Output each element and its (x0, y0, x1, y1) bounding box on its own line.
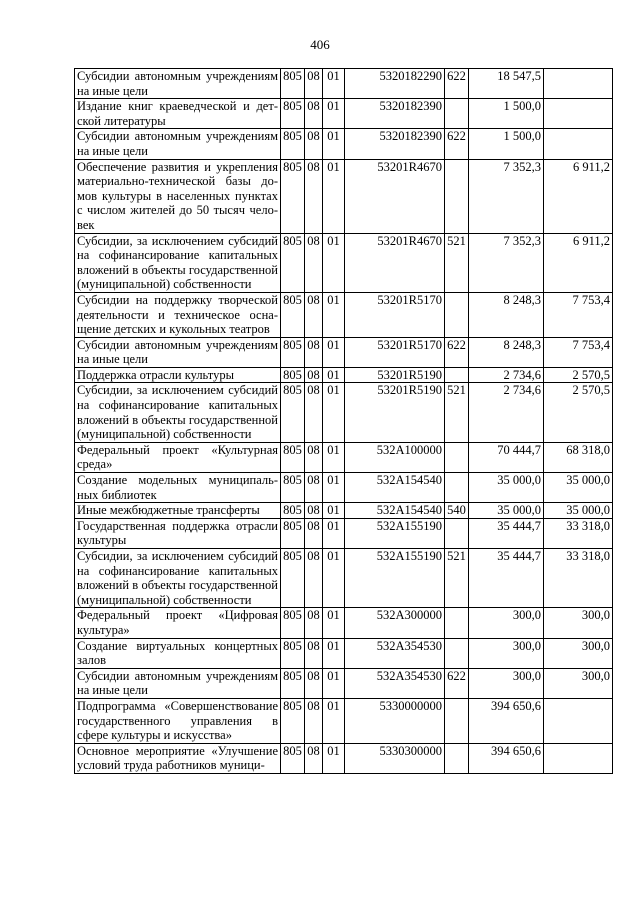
row-amount-1: 2 734,6 (469, 383, 544, 442)
row-target-article: 532A155190 (345, 549, 445, 608)
table-row (75, 383, 613, 442)
row-expense-type: 622 (445, 129, 469, 159)
row-section-code: 08 (305, 442, 323, 472)
row-amount-1: 8 248,3 (469, 337, 544, 367)
row-subsection-code: 01 (323, 383, 345, 442)
row-target-article: 532A154540 (345, 473, 445, 503)
row-amount-2: 7 753,4 (544, 292, 613, 337)
row-department-code: 805 (281, 159, 305, 233)
row-description: Создание виртуальных концертных залов (75, 638, 281, 668)
budget-table (74, 68, 613, 774)
row-description: Иные межбюджетные трансферты (75, 503, 281, 519)
row-amount-1: 70 444,7 (469, 442, 544, 472)
row-subsection-code: 01 (323, 337, 345, 367)
row-target-article: 532A154540 (345, 503, 445, 519)
row-amount-1: 300,0 (469, 608, 544, 638)
row-subsection-code: 01 (323, 608, 345, 638)
row-department-code: 805 (281, 698, 305, 743)
row-department-code: 805 (281, 292, 305, 337)
row-amount-1: 2 734,6 (469, 367, 544, 383)
row-amount-2 (544, 698, 613, 743)
table-row (75, 549, 613, 608)
row-department-code: 805 (281, 608, 305, 638)
row-department-code: 805 (281, 367, 305, 383)
row-amount-1: 1 500,0 (469, 99, 544, 129)
row-amount-1: 1 500,0 (469, 129, 544, 159)
table-row (75, 129, 613, 159)
row-expense-type: 521 (445, 233, 469, 292)
row-description: Поддержка отрасли культуры (75, 367, 281, 383)
row-department-code: 805 (281, 503, 305, 519)
row-amount-2 (544, 129, 613, 159)
row-target-article: 5330300000 (345, 743, 445, 773)
row-target-article: 532A100000 (345, 442, 445, 472)
row-subsection-code: 01 (323, 698, 345, 743)
row-department-code: 805 (281, 518, 305, 548)
row-target-article: 532A354530 (345, 668, 445, 698)
row-subsection-code: 01 (323, 473, 345, 503)
table-row (75, 292, 613, 337)
row-amount-1: 35 000,0 (469, 473, 544, 503)
row-description: Подпрограмма «Совершенствование государственного управления в сфере культуры и искусства» (75, 698, 281, 743)
row-amount-2: 6 911,2 (544, 159, 613, 233)
row-target-article: 532A155190 (345, 518, 445, 548)
row-amount-1: 35 444,7 (469, 549, 544, 608)
row-expense-type (445, 159, 469, 233)
row-description: Субсидии, за исключением субсидий на софинансирование капитальных вложений в объекты государственной (муниципальной) собственности (75, 549, 281, 608)
row-section-code: 08 (305, 69, 323, 99)
row-description: Субсидии на поддержку творческой деятельности и техническое оснащение детских и кукольных театров (75, 292, 281, 337)
row-section-code: 08 (305, 337, 323, 367)
row-section-code: 08 (305, 743, 323, 773)
table-row (75, 698, 613, 743)
row-amount-2: 2 570,5 (544, 383, 613, 442)
page-number: 406 (310, 37, 330, 52)
row-amount-1: 8 248,3 (469, 292, 544, 337)
row-section-code: 08 (305, 159, 323, 233)
row-subsection-code: 01 (323, 99, 345, 129)
row-section-code: 08 (305, 367, 323, 383)
table-row (75, 367, 613, 383)
row-subsection-code: 01 (323, 743, 345, 773)
row-amount-2: 300,0 (544, 608, 613, 638)
row-expense-type (445, 442, 469, 472)
table-row (75, 337, 613, 367)
row-amount-1: 300,0 (469, 668, 544, 698)
row-description: Субсидии, за исключением субсидий на софинансирование капитальных вложений в объекты государственной (муниципальной) собственности (75, 233, 281, 292)
row-amount-2 (544, 99, 613, 129)
row-amount-1: 394 650,6 (469, 698, 544, 743)
table-row (75, 518, 613, 548)
row-amount-1: 35 000,0 (469, 503, 544, 519)
row-target-article: 53201R5170 (345, 337, 445, 367)
row-section-code: 08 (305, 638, 323, 668)
row-expense-type: 521 (445, 549, 469, 608)
row-department-code: 805 (281, 638, 305, 668)
row-description: Субсидии автономным учреждениям на иные цели (75, 337, 281, 367)
row-target-article: 53201R4670 (345, 159, 445, 233)
row-amount-2: 33 318,0 (544, 518, 613, 548)
row-department-code: 805 (281, 69, 305, 99)
row-description: Субсидии автономным учреждениям на иные цели (75, 668, 281, 698)
row-department-code: 805 (281, 442, 305, 472)
row-description: Субсидии автономным учреждениям на иные цели (75, 69, 281, 99)
row-description: Федеральный проект «Цифровая культура» (75, 608, 281, 638)
row-amount-1: 18 547,5 (469, 69, 544, 99)
table-row (75, 233, 613, 292)
row-subsection-code: 01 (323, 129, 345, 159)
row-section-code: 08 (305, 668, 323, 698)
row-section-code: 08 (305, 473, 323, 503)
row-subsection-code: 01 (323, 292, 345, 337)
row-amount-1: 35 444,7 (469, 518, 544, 548)
row-subsection-code: 01 (323, 159, 345, 233)
row-expense-type (445, 743, 469, 773)
row-amount-2: 68 318,0 (544, 442, 613, 472)
row-subsection-code: 01 (323, 233, 345, 292)
row-subsection-code: 01 (323, 503, 345, 519)
table-row (75, 743, 613, 773)
row-target-article: 5320182390 (345, 129, 445, 159)
row-subsection-code: 01 (323, 668, 345, 698)
row-expense-type (445, 99, 469, 129)
row-expense-type: 622 (445, 337, 469, 367)
row-department-code: 805 (281, 99, 305, 129)
row-target-article: 53201R5190 (345, 367, 445, 383)
table-row (75, 442, 613, 472)
row-amount-1: 394 650,6 (469, 743, 544, 773)
budget-table-body (75, 69, 613, 774)
table-row (75, 503, 613, 519)
table-row (75, 638, 613, 668)
row-description: Обеспечение развития и укрепления материально-технической базы домов культуры в населенных пунктах с числом жителей до 50 тысяч человек (75, 159, 281, 233)
row-amount-2: 300,0 (544, 638, 613, 668)
row-amount-2 (544, 69, 613, 99)
row-department-code: 805 (281, 668, 305, 698)
row-amount-1: 7 352,3 (469, 159, 544, 233)
row-section-code: 08 (305, 292, 323, 337)
row-target-article: 5320182390 (345, 99, 445, 129)
row-amount-2: 35 000,0 (544, 473, 613, 503)
row-expense-type (445, 698, 469, 743)
row-section-code: 08 (305, 608, 323, 638)
row-description: Федеральный проект «Культурная среда» (75, 442, 281, 472)
row-department-code: 805 (281, 743, 305, 773)
table-row (75, 668, 613, 698)
row-target-article: 5330000000 (345, 698, 445, 743)
row-expense-type (445, 473, 469, 503)
row-expense-type: 622 (445, 69, 469, 99)
row-subsection-code: 01 (323, 367, 345, 383)
row-subsection-code: 01 (323, 69, 345, 99)
row-expense-type: 540 (445, 503, 469, 519)
row-amount-2: 35 000,0 (544, 503, 613, 519)
row-department-code: 805 (281, 383, 305, 442)
row-target-article: 5320182290 (345, 69, 445, 99)
row-subsection-code: 01 (323, 638, 345, 668)
table-row (75, 69, 613, 99)
table-row (75, 99, 613, 129)
row-expense-type (445, 638, 469, 668)
row-subsection-code: 01 (323, 549, 345, 608)
row-target-article: 532A354530 (345, 638, 445, 668)
row-expense-type (445, 518, 469, 548)
row-department-code: 805 (281, 129, 305, 159)
row-description: Основное мероприятие «Улучшение условий труда работников муници- (75, 743, 281, 773)
row-expense-type: 521 (445, 383, 469, 442)
row-amount-1: 300,0 (469, 638, 544, 668)
row-target-article: 53201R5170 (345, 292, 445, 337)
row-description: Субсидии автономным учреждениям на иные цели (75, 129, 281, 159)
row-description: Государственная поддержка отрасли культуры (75, 518, 281, 548)
row-section-code: 08 (305, 549, 323, 608)
row-section-code: 08 (305, 503, 323, 519)
row-description: Издание книг краеведческой и детской литературы (75, 99, 281, 129)
row-amount-2: 300,0 (544, 668, 613, 698)
row-section-code: 08 (305, 129, 323, 159)
row-department-code: 805 (281, 337, 305, 367)
row-amount-2: 33 318,0 (544, 549, 613, 608)
row-target-article: 53201R5190 (345, 383, 445, 442)
row-description: Создание модельных муниципальных библиотек (75, 473, 281, 503)
table-row (75, 473, 613, 503)
row-description: Субсидии, за исключением субсидий на софинансирование капитальных вложений в объекты государственной (муниципальной) собственности (75, 383, 281, 442)
row-section-code: 08 (305, 518, 323, 548)
table-row (75, 608, 613, 638)
row-amount-2: 7 753,4 (544, 337, 613, 367)
row-expense-type (445, 367, 469, 383)
row-section-code: 08 (305, 233, 323, 292)
row-amount-2: 6 911,2 (544, 233, 613, 292)
row-amount-1: 7 352,3 (469, 233, 544, 292)
row-expense-type (445, 292, 469, 337)
row-expense-type (445, 608, 469, 638)
row-section-code: 08 (305, 698, 323, 743)
row-section-code: 08 (305, 99, 323, 129)
row-subsection-code: 01 (323, 442, 345, 472)
row-section-code: 08 (305, 383, 323, 442)
row-amount-2 (544, 743, 613, 773)
row-department-code: 805 (281, 233, 305, 292)
row-subsection-code: 01 (323, 518, 345, 548)
row-target-article: 532A300000 (345, 608, 445, 638)
row-expense-type: 622 (445, 668, 469, 698)
row-department-code: 805 (281, 473, 305, 503)
row-target-article: 53201R4670 (345, 233, 445, 292)
row-amount-2: 2 570,5 (544, 367, 613, 383)
row-department-code: 805 (281, 549, 305, 608)
table-row (75, 159, 613, 233)
